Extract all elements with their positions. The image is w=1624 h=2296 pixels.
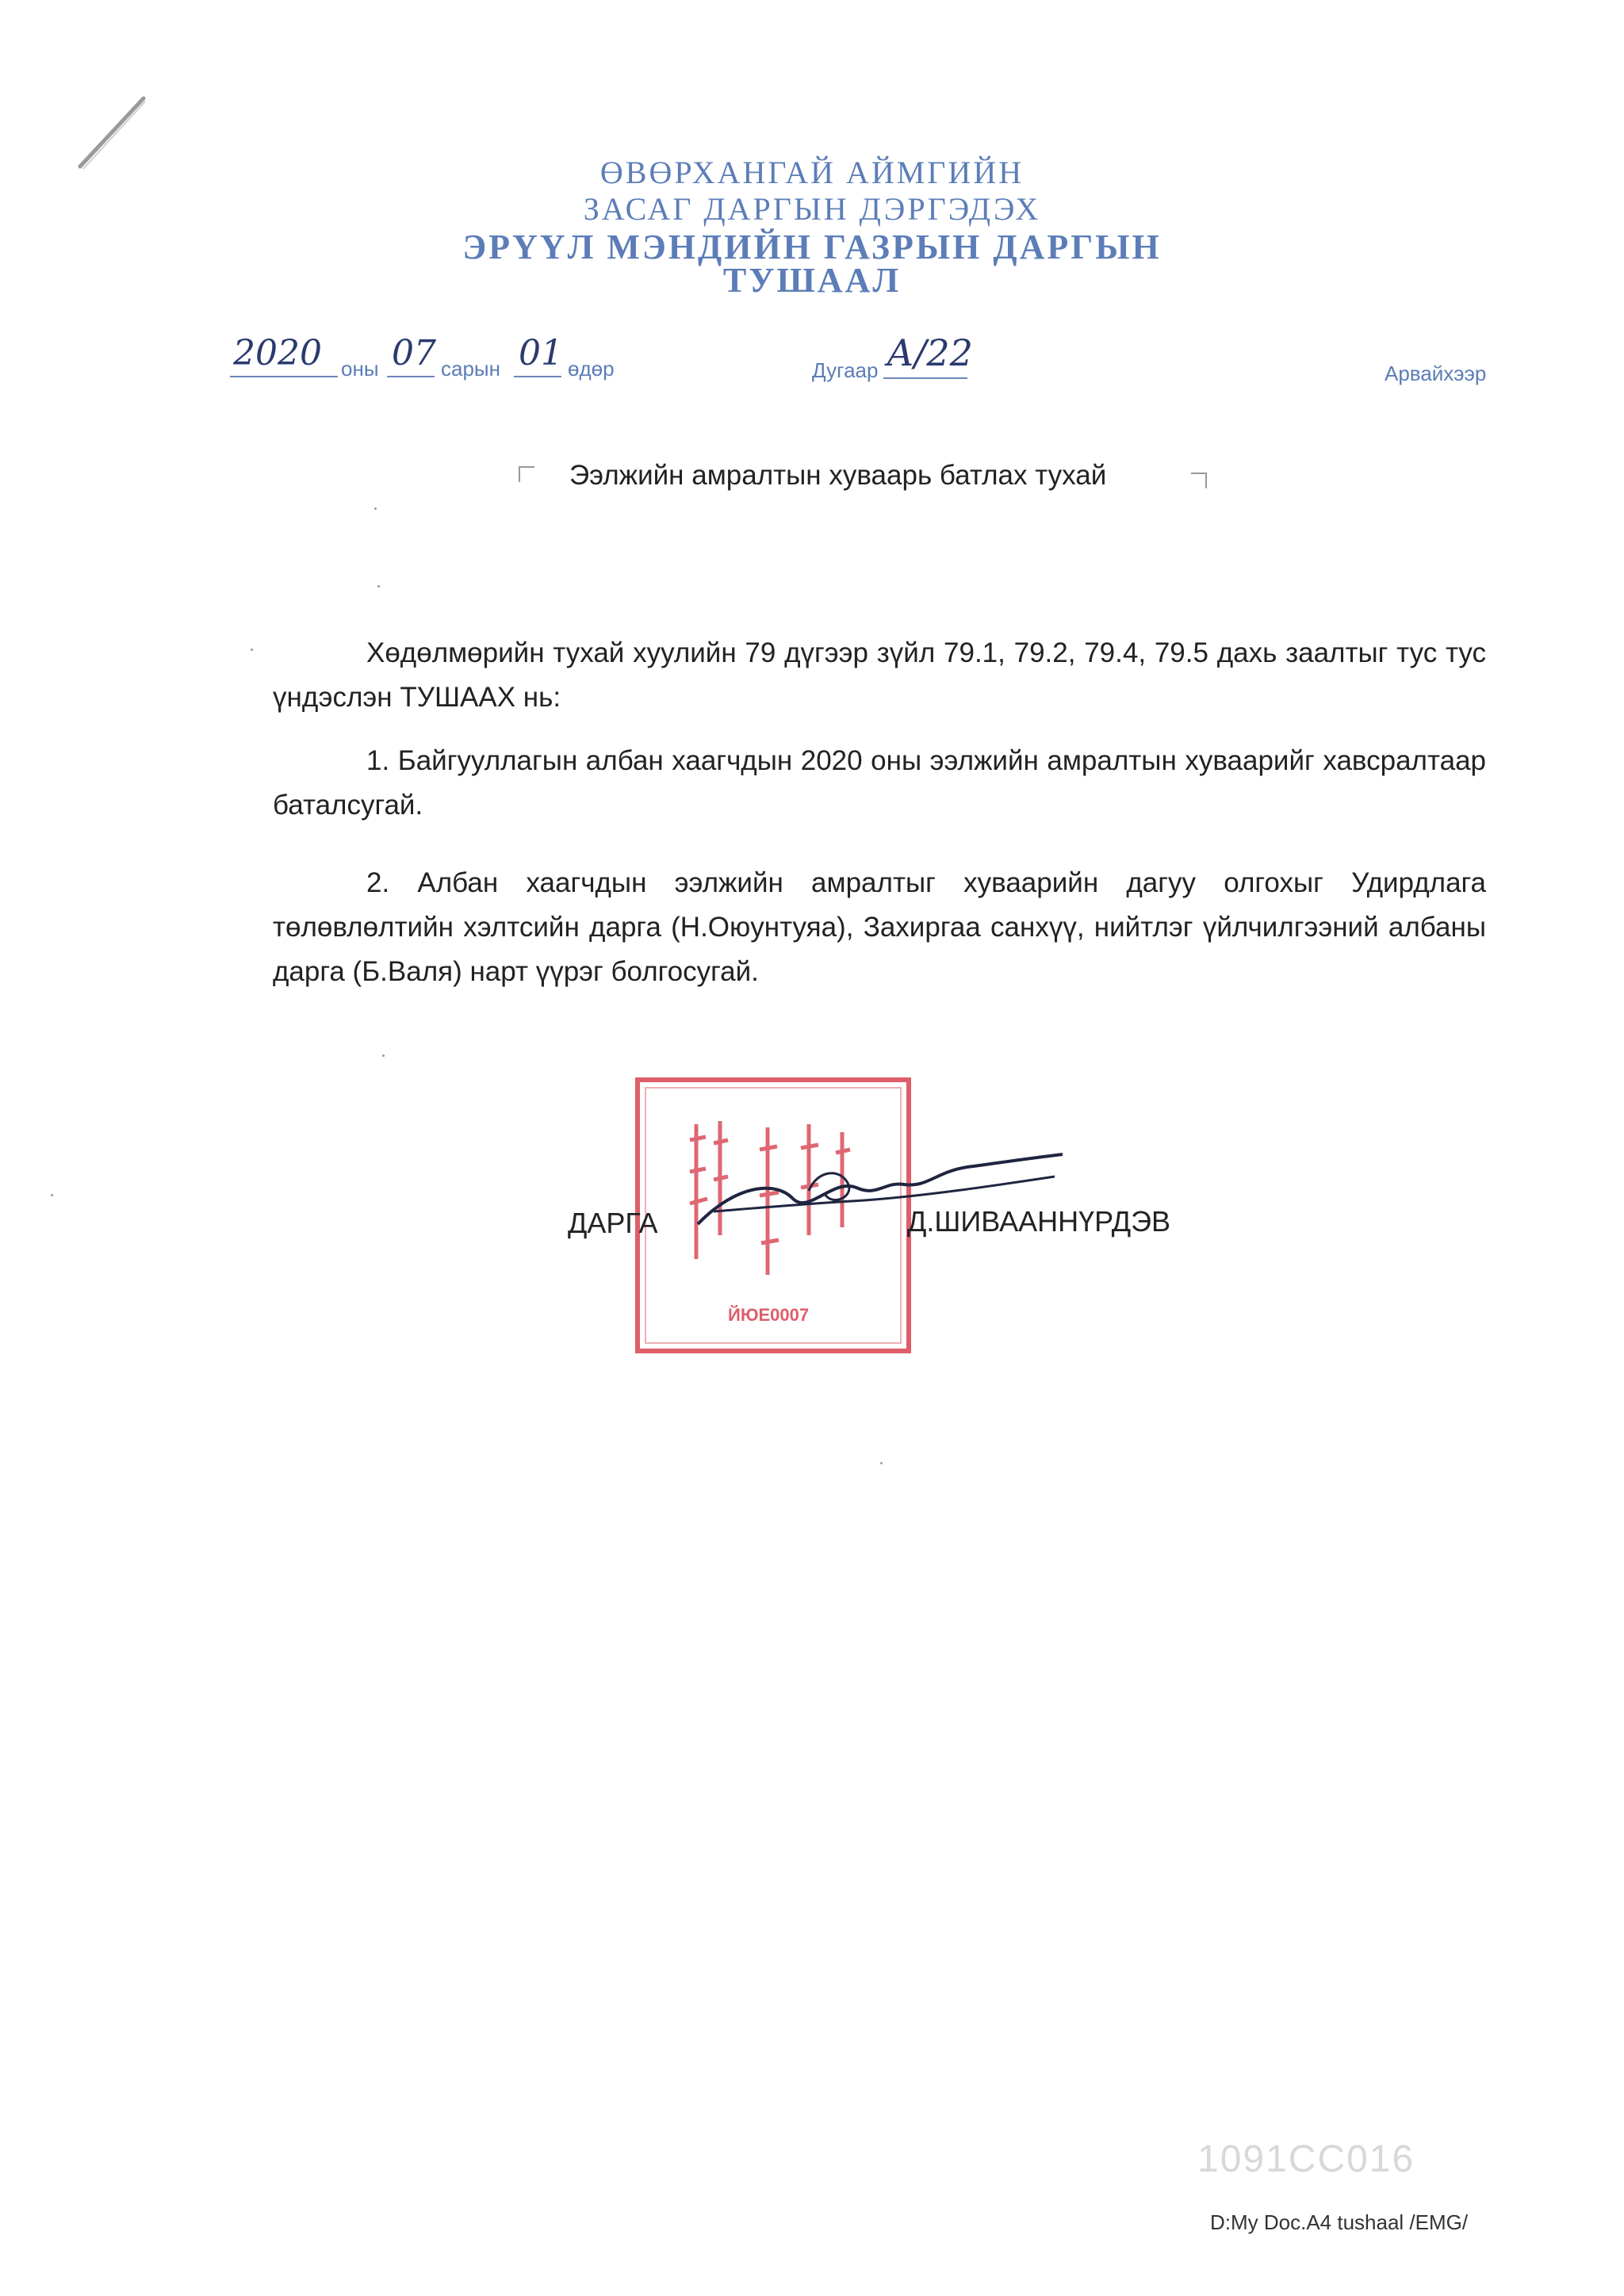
scan-speck <box>377 585 380 587</box>
date-day-suffix: өдөр <box>568 357 615 381</box>
header-line-3: ЭРҮҮЛ МЭНДИЙН ГАЗРЫН ДАРГЫН <box>462 228 1162 266</box>
number-field <box>883 331 973 377</box>
scan-speck <box>382 1054 385 1057</box>
seal-code: ЙЮЕ0007 <box>728 1305 810 1325</box>
date-month-suffix: сарын <box>441 357 500 381</box>
subject-corner-right-icon <box>1191 473 1207 488</box>
scan-speck <box>51 1194 53 1196</box>
faint-registration-number: 1091CC016 <box>1197 2138 1415 2180</box>
number-label: Дугаар <box>812 358 879 382</box>
scan-speck <box>880 1462 883 1464</box>
date-year-value: 2020 <box>233 333 322 373</box>
body-intro: Хөдөлмөрийн тухай хуулийн 79 дүгээр зүйл 79.1, 79.2, 79.4, 79.5 дахь заалтыг тус тус үндэслэн ТУШААХ нь: <box>273 637 1486 713</box>
date-day-value: 01 <box>519 333 563 373</box>
place-label: Арвайхээр <box>1385 362 1487 385</box>
subject-corner-left-icon <box>519 466 534 482</box>
date-month-field <box>387 333 435 377</box>
signer-name: Д.ШИВААННҮРДЭВ <box>907 1205 1170 1238</box>
subject-title: Ээлжийн амралтын хуваарь батлах тухай <box>569 460 1107 491</box>
date-day-field <box>514 333 561 377</box>
body-item-1: 1. Байгууллагын албан хаагчдын 2020 оны ээлжийн амралтын хуваарийг хавсралтаар баталсугай. <box>273 745 1486 821</box>
date-year-suffix: оны <box>341 357 379 381</box>
footer-file-path: D:My Doc.A4 tushaal /EMG/ <box>1210 2210 1469 2234</box>
header-line-4: ТУШААЛ <box>722 261 902 300</box>
scan-speck <box>251 649 253 651</box>
date-year-field <box>230 333 338 377</box>
header-line-1: ӨВӨРХАНГАЙ АЙМГИЙН <box>599 155 1025 190</box>
body-item-2: 2. Албан хаагчдын ээлжийн амралтыг хуваарийн дагуу олгохыг Удирдлага төлөвлөлтийн хэлтсийн дарга (Н.Оюунтуяа), Захиргаа санхүү, нийтлэг үйлчилгээний албаны дарга (Б.Валя) нарт үүрэг болгосугай. <box>273 867 1486 987</box>
date-month-value: 07 <box>392 333 436 373</box>
scan-speck <box>374 507 377 510</box>
header-line-2: ЗАСАГ ДАРГЫН ДЭРГЭДЭХ <box>583 191 1041 227</box>
number-value: А/22 <box>887 331 973 374</box>
signer-title: ДАРГА <box>568 1207 658 1239</box>
